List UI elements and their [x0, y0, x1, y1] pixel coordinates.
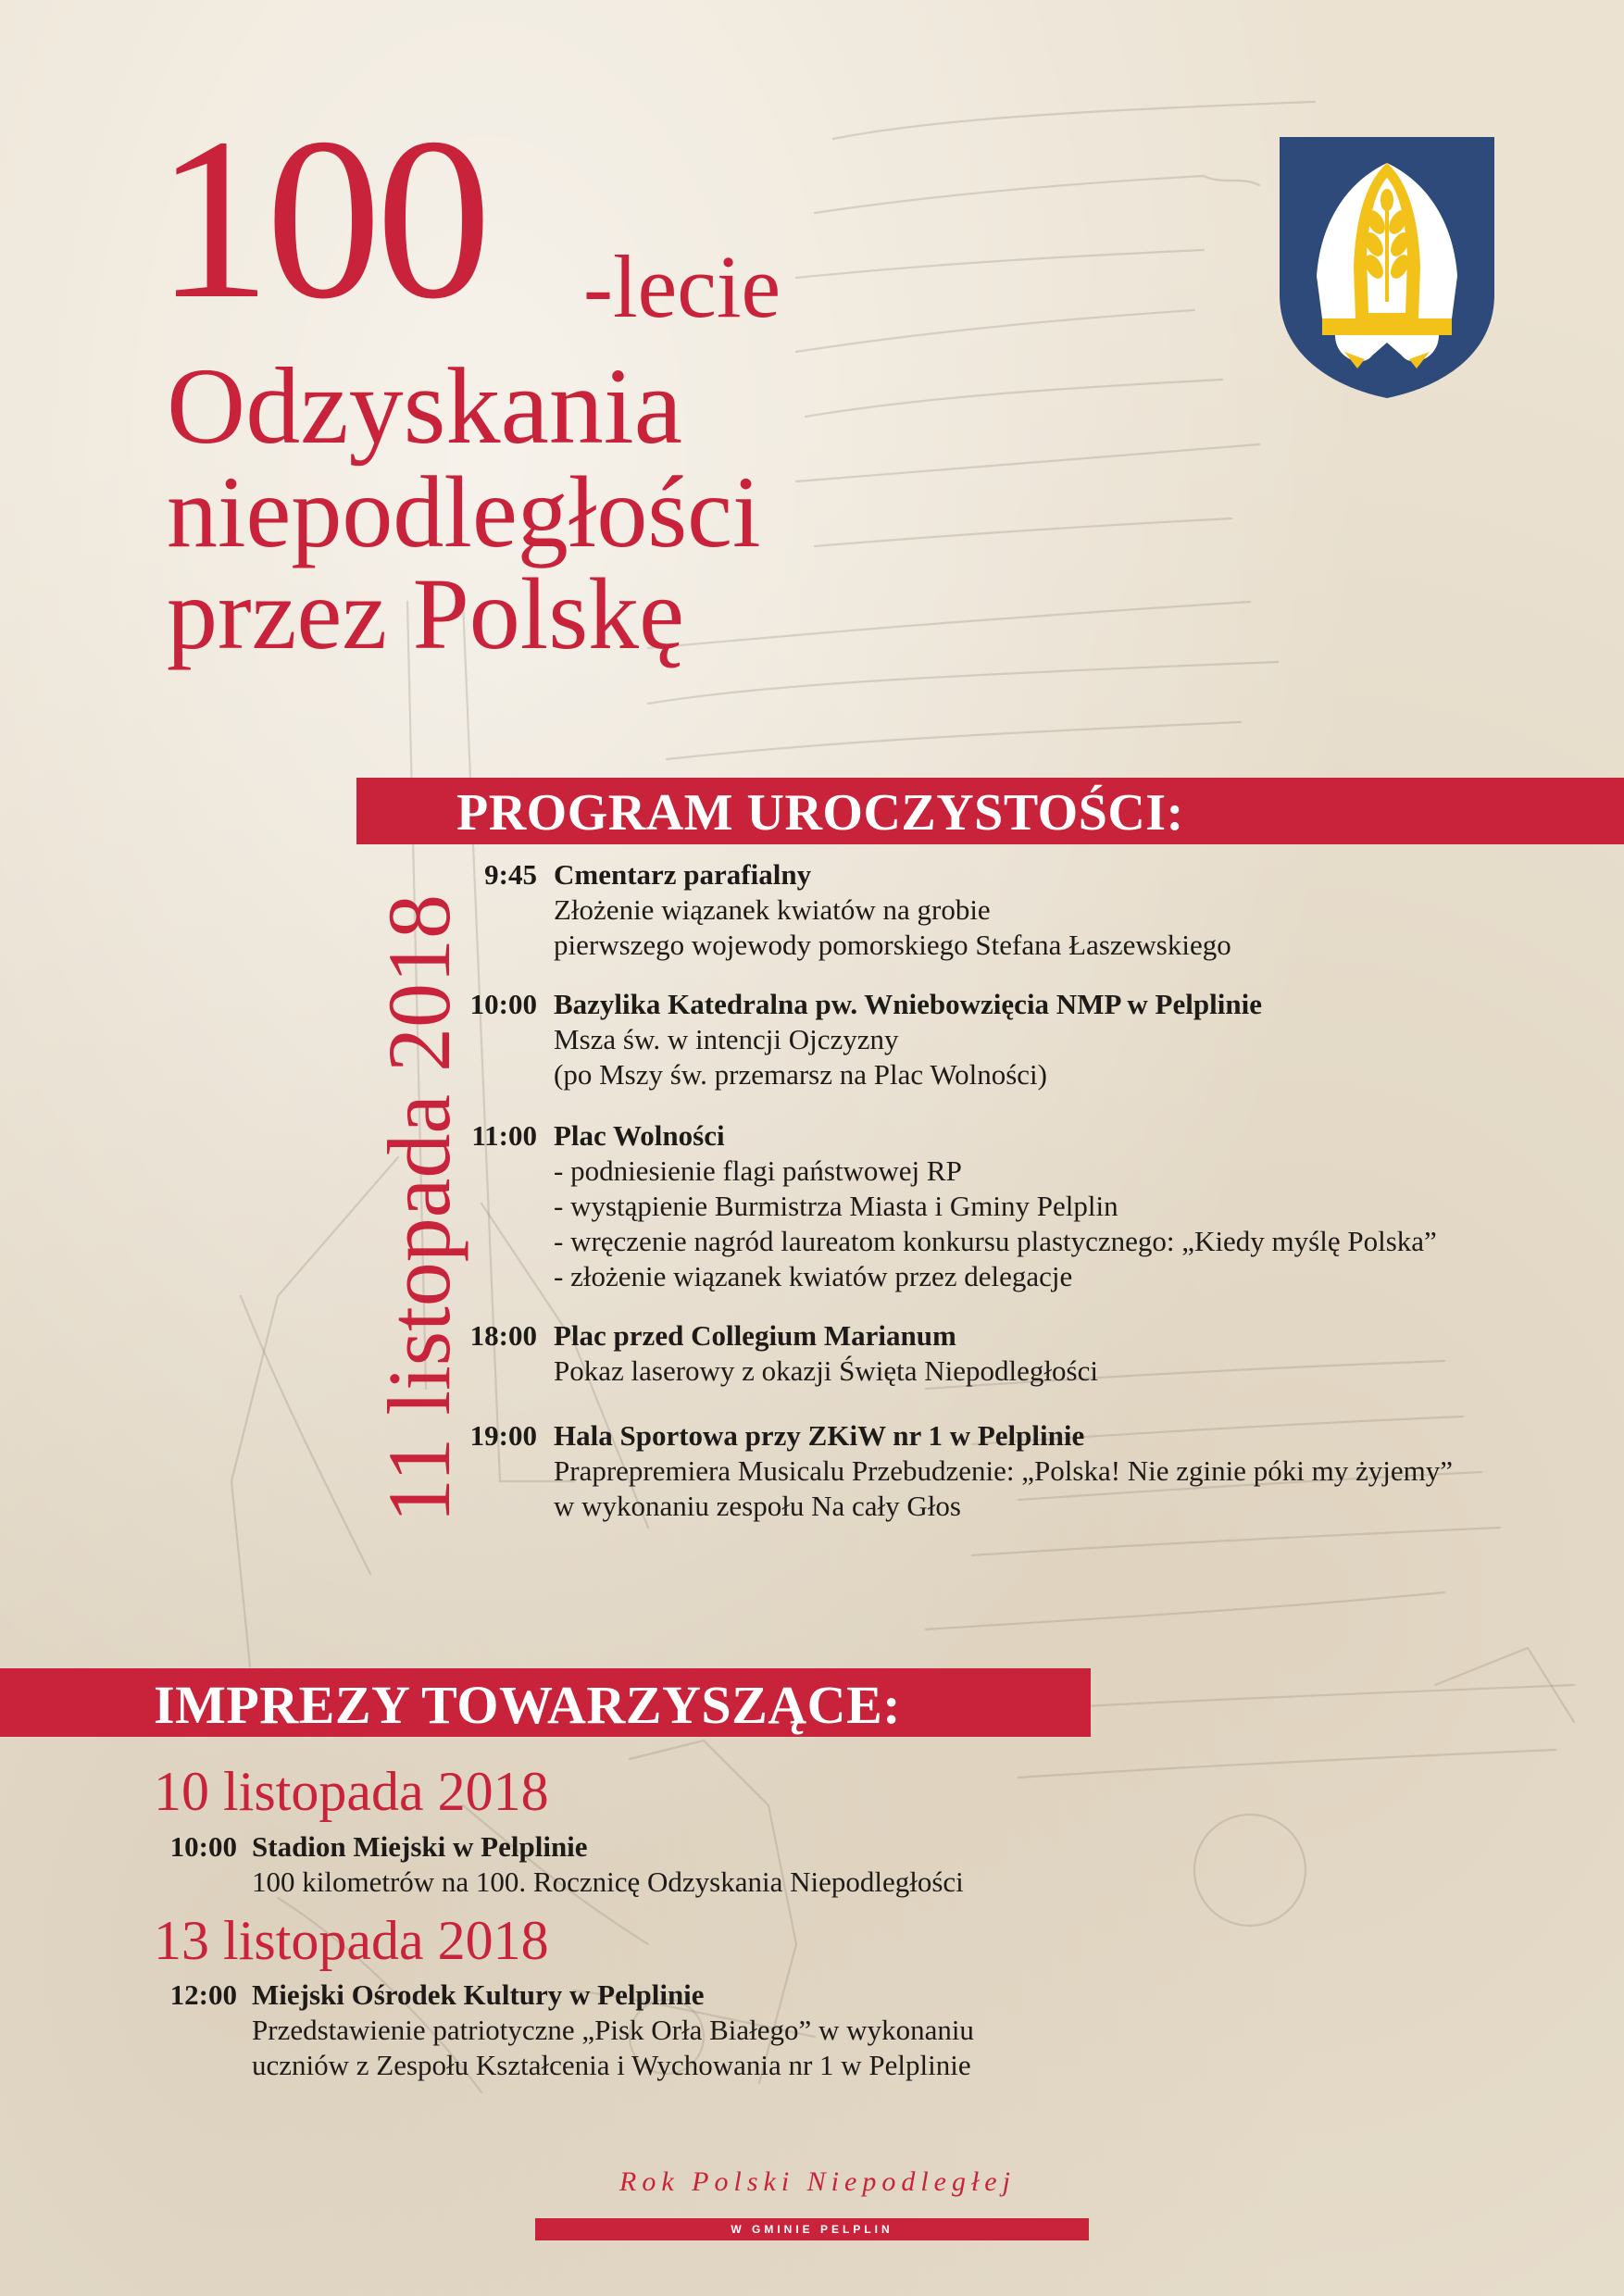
event-place: Bazylika Katedralna pw. Wniebowzięcia NMP w Pelplinie	[554, 988, 1262, 1020]
event-time: 19:00	[469, 1419, 537, 1452]
title-line-przez-polske: przez Polskę	[167, 557, 684, 670]
event-line: - wręczenie nagród laureatom konkursu plastycznego: „Kiedy myślę Polska”	[554, 1225, 1437, 1257]
imprezy-heading: IMPREZY TOWARZYSZĄCE:	[154, 1675, 902, 1735]
event-place: Miejski Ośrodek Kultury w Pelplinie	[252, 1978, 705, 2011]
event-time: 11:00	[471, 1119, 537, 1152]
event-line: Msza św. w intencji Ojczyzny	[554, 1023, 899, 1055]
event-line: - podniesienie flagi państwowej RP	[554, 1154, 962, 1187]
event-place: Plac Wolności	[554, 1119, 725, 1152]
event-line: pierwszego wojewody pomorskiego Stefana Łaszewskiego	[554, 929, 1231, 961]
program-heading: PROGRAM UROCZYSTOŚCI:	[456, 784, 1184, 842]
event-line: w wykonaniu zespołu Na cały Głos	[554, 1490, 961, 1522]
event-time: 18:00	[469, 1319, 537, 1352]
event-time: 9:45	[484, 858, 537, 891]
event-time: 10:00	[169, 1830, 237, 1863]
event-place: Cmentarz parafialny	[554, 858, 812, 891]
imprezy-heading-banner	[0, 1668, 1091, 1737]
title-number: 100	[156, 91, 486, 347]
event-line: Praprepremiera Musicalu Przebudzenie: „Polska! Nie zginie póki my żyjemy”	[554, 1454, 1454, 1487]
program-date-vertical: 11 listopada 2018	[369, 893, 468, 1523]
footer-bar	[535, 2218, 1089, 2240]
event-line: - złożenie wiązanek kwiatów przez delegacje	[554, 1260, 1073, 1292]
footer-bar-text: W GMINIE PELPLIN	[731, 2223, 893, 2236]
footer-signature: Rok Polski Niepodległej	[619, 2166, 1016, 2197]
event-line: Złożenie wiązanek kwiatów na grobie	[554, 893, 991, 926]
event-line: uczniów z Zespołu Kształcenia i Wychowania nr 1 w Pelplinie	[252, 2049, 971, 2081]
event-place: Stadion Miejski w Pelplinie	[252, 1830, 588, 1863]
title-line-odzyskania: Odzyskania	[167, 345, 683, 467]
event-place: Hala Sportowa przy ZKiW nr 1 w Pelplinie	[554, 1419, 1085, 1452]
title-line-niepodleglosci: niepodległości	[167, 455, 761, 568]
imprezy-date: 10 listopada 2018	[154, 1761, 549, 1822]
event-line: - wystąpienie Burmistrza Miasta i Gminy Pelplin	[554, 1190, 1118, 1222]
event-line: (po Mszy św. przemarsz na Plac Wolności)	[554, 1058, 1047, 1091]
program-heading-banner	[356, 778, 1624, 844]
title-suffix: -lecie	[583, 237, 781, 336]
event-line: Przedstawienie patriotyczne „Pisk Orła Białego” w wykonaniu	[252, 2014, 974, 2046]
event-time: 12:00	[169, 1978, 237, 2011]
event-line: Pokaz laserowy z okazji Święta Niepodległości	[554, 1354, 1098, 1387]
pelplin-coat-of-arms-icon	[1280, 137, 1494, 398]
imprezy-date: 13 listopada 2018	[154, 1910, 549, 1971]
event-place: Plac przed Collegium Marianum	[554, 1319, 956, 1352]
event-time: 10:00	[469, 988, 537, 1020]
event-line: 100 kilometrów na 100. Rocznicę Odzyskania Niepodległości	[252, 1866, 964, 1898]
